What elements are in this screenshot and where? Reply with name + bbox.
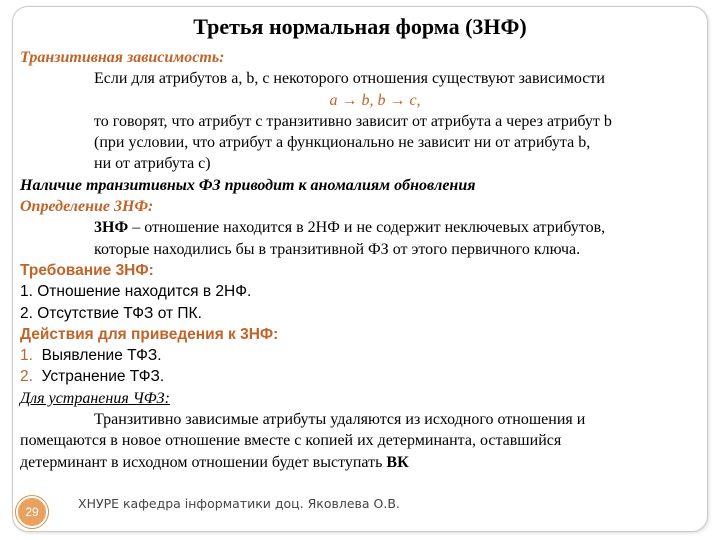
text-line: Транзитивно зависимые атрибуты удаляются из исходного отношения и [94, 411, 586, 429]
page-title: Третья нормальная форма (3НФ) [193, 14, 527, 39]
list-number: 2. [20, 368, 33, 386]
requirement-item: 2. Отсутствие ТФЗ от ПК. [20, 304, 202, 322]
heading-actions: Действия для приведения к 3НФ: [20, 325, 279, 343]
term-vk: ВК [386, 453, 409, 471]
slide-content [20, 47, 690, 473]
action-text: Выявление ТФЗ. [41, 347, 162, 365]
text-line: то говорят, что атрибут c транзитивно зависит от атрибута a через атрибут b [94, 112, 612, 130]
text-line [20, 452, 690, 473]
definition-line [20, 217, 690, 238]
formula-line: a → b, b → c, [329, 91, 421, 109]
action-item [20, 366, 690, 387]
text-line: ни от атрибута c) [94, 155, 211, 173]
text-span: детерминант в исходном отношении будет выступать [20, 453, 387, 471]
heading-definition: Определение 3НФ: [20, 198, 154, 216]
heading-requirement: Требование 3НФ: [20, 261, 154, 279]
text-line: Если для атрибутов a, b, c некоторого отношения существуют зависимости [94, 70, 605, 88]
text-line: помещаются в новое отношение вместе с копией их детерминанта, оставшийся [20, 432, 562, 450]
action-text: Устранение ТФЗ. [41, 368, 165, 386]
term-3nf: 3НФ [94, 219, 129, 237]
list-number: 1. [20, 347, 33, 365]
statement-anomalies: Наличие транзитивных ФЗ приводит к аномалиям обновления [20, 176, 476, 194]
definition-text: – отношение находится в 2НФ и не содержит неключевых атрибутов, [128, 219, 606, 237]
heading-transitive-dependency: Транзитивная зависимость: [20, 49, 225, 66]
heading-elimination: Для устранения ЧФЗ: [20, 389, 170, 407]
page-number-badge: 29 [16, 496, 48, 528]
footer-text: ХНУРЕ кафедра інформатики доц. Яковлева О.В. [78, 496, 400, 511]
requirement-item: 1. Отношение находится в 2НФ. [20, 283, 252, 301]
action-item [20, 345, 690, 366]
text-line: (при условии, что атрибут a функционально не зависит ни от атрибута b, [94, 134, 591, 152]
text-line: которые находились бы в транзитивной ФЗ от этого первичного ключа. [94, 240, 581, 258]
